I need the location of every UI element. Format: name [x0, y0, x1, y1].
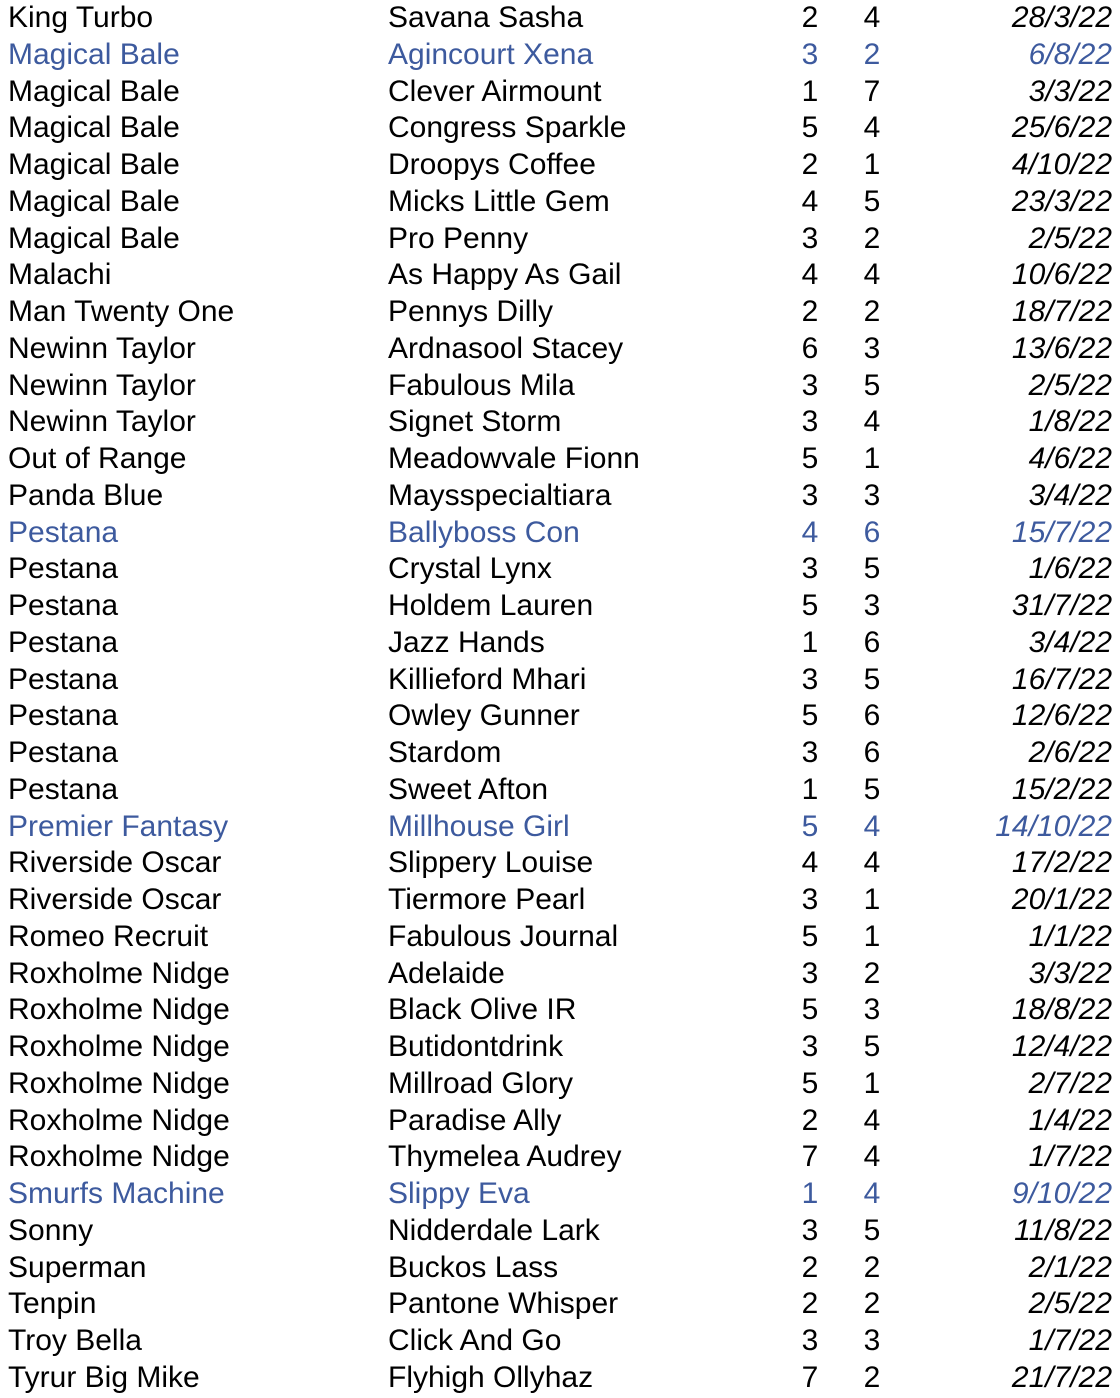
dam-name: Micks Little Gem [388, 184, 610, 218]
dam-name: Black Olive IR [388, 993, 577, 1027]
sire-name: Troy Bella [8, 1324, 142, 1357]
table-row [0, 1029, 1120, 1066]
date: 3/3/22 [1028, 74, 1112, 108]
date: 4/10/22 [1011, 148, 1112, 181]
count-a: 3 [801, 883, 819, 916]
table-row [0, 735, 1120, 772]
sire-name: Pestana [8, 772, 119, 806]
count-a: 1 [801, 625, 819, 659]
count-a: 2 [801, 1250, 819, 1284]
count-a: 3 [801, 956, 819, 990]
date: 3/4/22 [1028, 478, 1112, 512]
date: 2/7/22 [1028, 1066, 1112, 1100]
dam-name: Fabulous Journal [388, 919, 619, 953]
count-a: 3 [801, 368, 819, 402]
count-a: 1 [801, 772, 819, 806]
count-b: 4 [863, 111, 881, 145]
table-row [0, 1176, 1120, 1213]
table-row [0, 515, 1120, 552]
sire-name: Panda Blue [8, 478, 164, 512]
count-b: 5 [863, 772, 881, 806]
sire-name: Pestana [8, 552, 119, 586]
count-a: 4 [801, 184, 819, 218]
table-row [0, 331, 1120, 368]
dam-name: Savana Sasha [388, 1, 584, 34]
date: 10/6/22 [1011, 258, 1112, 292]
dam-name: Paradise Ally [388, 1103, 562, 1137]
count-a: 1 [801, 1177, 819, 1210]
count-b: 1 [863, 883, 881, 916]
count-b: 3 [863, 589, 881, 622]
dam-name: Meadowvale Fionn [388, 442, 640, 475]
count-a: 3 [801, 1324, 819, 1357]
dam-name: Jazz Hands [388, 625, 545, 659]
count-a: 3 [801, 37, 819, 71]
table-row [0, 588, 1120, 625]
count-b: 1 [863, 919, 881, 953]
count-b: 2 [863, 956, 881, 990]
date: 15/2/22 [1011, 772, 1112, 806]
date: 15/7/22 [1011, 515, 1112, 549]
count-b: 5 [863, 184, 881, 218]
dam-name: Millhouse Girl [388, 809, 570, 843]
table-row [0, 845, 1120, 882]
dam-name: Slippery Louise [388, 846, 594, 880]
date: 9/10/22 [1011, 1177, 1112, 1210]
count-b: 3 [863, 1324, 881, 1357]
count-b: 6 [863, 625, 881, 659]
count-a: 2 [801, 148, 819, 181]
sire-name: Magical Bale [8, 111, 180, 145]
dam-name: Tiermore Pearl [388, 883, 586, 916]
dam-name: Owley Gunner [388, 699, 580, 733]
count-a: 2 [801, 1103, 819, 1137]
count-a: 3 [801, 405, 819, 439]
table-row [0, 441, 1120, 478]
dam-name: As Happy As Gail [388, 258, 622, 292]
count-a: 5 [801, 919, 819, 953]
count-b: 5 [863, 1213, 881, 1247]
count-a: 5 [801, 111, 819, 145]
dam-name: Pantone Whisper [388, 1287, 619, 1321]
sire-name: Pestana [8, 662, 119, 696]
sire-name: Pestana [8, 699, 119, 733]
count-b: 2 [863, 37, 881, 71]
dam-name: Flyhigh Ollyhaz [388, 1360, 594, 1394]
count-b: 2 [863, 1287, 881, 1321]
date: 20/1/22 [1011, 883, 1112, 916]
date: 12/4/22 [1011, 1030, 1112, 1063]
dam-name: Ardnasool Stacey [388, 331, 624, 365]
table-row [0, 551, 1120, 588]
table-row [0, 1066, 1120, 1103]
count-a: 3 [801, 1030, 819, 1063]
sire-name: Pestana [8, 515, 119, 549]
sire-name: Roxholme Nidge [8, 1103, 230, 1137]
count-b: 4 [863, 1, 881, 34]
count-b: 5 [863, 1030, 881, 1063]
table-row [0, 110, 1120, 147]
dam-name: Thymelea Audrey [388, 1140, 622, 1174]
sire-name: Newinn Taylor [8, 368, 196, 402]
table-row [0, 698, 1120, 735]
table-row [0, 1286, 1120, 1323]
sire-name: Roxholme Nidge [8, 1140, 230, 1174]
table-row [0, 368, 1120, 405]
dam-name: Buckos Lass [388, 1250, 559, 1284]
sire-name: Magical Bale [8, 221, 180, 255]
date: 1/7/22 [1028, 1140, 1112, 1174]
sire-name: Riverside Oscar [8, 883, 222, 916]
dam-name: Agincourt Xena [388, 37, 594, 71]
date: 1/4/22 [1028, 1103, 1112, 1137]
count-a: 5 [801, 809, 819, 843]
dam-name: Butidontdrink [388, 1030, 564, 1063]
sire-name: Romeo Recruit [8, 919, 209, 953]
table-row [0, 956, 1120, 993]
count-a: 3 [801, 1213, 819, 1247]
sire-name: Out of Range [8, 442, 187, 475]
sire-name: Magical Bale [8, 74, 180, 108]
table-row [0, 478, 1120, 515]
dam-name: Nidderdale Lark [388, 1213, 600, 1247]
count-a: 3 [801, 662, 819, 696]
table-row [0, 809, 1120, 846]
sire-name: Riverside Oscar [8, 846, 222, 880]
sire-name: Pestana [8, 736, 119, 769]
count-a: 4 [801, 846, 819, 880]
count-a: 3 [801, 736, 819, 769]
table-row [0, 257, 1120, 294]
dam-name: Crystal Lynx [388, 552, 552, 586]
dam-name: Slippy Eva [388, 1177, 530, 1210]
table-row [0, 0, 1120, 37]
dam-name: Pro Penny [388, 221, 529, 255]
count-b: 4 [863, 846, 881, 880]
sire-name: Newinn Taylor [8, 331, 196, 365]
table-row [0, 74, 1120, 111]
dam-name: Fabulous Mila [388, 368, 575, 402]
count-a: 7 [801, 1360, 819, 1394]
count-a: 2 [801, 1287, 819, 1321]
date: 31/7/22 [1011, 589, 1112, 622]
date: 23/3/22 [1011, 184, 1112, 218]
sire-name: Tenpin [8, 1287, 97, 1321]
date: 21/7/22 [1011, 1360, 1112, 1394]
sire-name: Premier Fantasy [8, 809, 229, 843]
date: 6/8/22 [1028, 37, 1112, 71]
date: 1/1/22 [1028, 919, 1112, 953]
table-row [0, 1360, 1120, 1397]
count-a: 5 [801, 589, 819, 622]
date: 12/6/22 [1011, 699, 1112, 733]
table-row [0, 625, 1120, 662]
count-b: 4 [863, 809, 881, 843]
count-b: 4 [863, 405, 881, 439]
date: 2/5/22 [1028, 221, 1112, 255]
count-a: 4 [801, 258, 819, 292]
count-b: 3 [863, 331, 881, 365]
date: 18/8/22 [1011, 993, 1112, 1027]
date: 14/10/22 [995, 809, 1112, 843]
sire-name: Superman [8, 1250, 147, 1284]
table-row [0, 772, 1120, 809]
date: 1/7/22 [1028, 1324, 1112, 1357]
table-row [0, 882, 1120, 919]
sire-name: Magical Bale [8, 148, 180, 181]
sire-name: Smurfs Machine [8, 1177, 225, 1210]
dam-name: Congress Sparkle [388, 111, 627, 145]
sire-name: Magical Bale [8, 184, 180, 218]
dam-name: Clever Airmount [388, 74, 602, 108]
count-b: 4 [863, 258, 881, 292]
count-a: 5 [801, 1066, 819, 1100]
count-b: 1 [863, 148, 881, 181]
dam-name: Millroad Glory [388, 1066, 574, 1100]
sire-name: Roxholme Nidge [8, 1066, 230, 1100]
table-row [0, 1250, 1120, 1287]
dam-name: Ballyboss Con [388, 515, 580, 549]
sire-name: Roxholme Nidge [8, 1030, 230, 1063]
table-row [0, 221, 1120, 258]
dam-name: Sweet Afton [388, 772, 549, 806]
count-a: 6 [801, 331, 819, 365]
date: 1/6/22 [1028, 552, 1112, 586]
count-b: 6 [863, 736, 881, 769]
table-row [0, 184, 1120, 221]
date: 25/6/22 [1011, 111, 1112, 145]
table-row [0, 919, 1120, 956]
table-row [0, 1139, 1120, 1176]
sire-name: Malachi [8, 258, 112, 292]
date: 18/7/22 [1011, 295, 1112, 328]
count-b: 5 [863, 368, 881, 402]
count-b: 5 [863, 662, 881, 696]
count-a: 2 [801, 1, 819, 34]
dam-name: Holdem Lauren [388, 589, 594, 622]
count-b: 1 [863, 442, 881, 475]
count-a: 3 [801, 478, 819, 512]
sire-name: Sonny [8, 1213, 94, 1247]
date: 2/5/22 [1028, 368, 1112, 402]
count-a: 3 [801, 552, 819, 586]
count-a: 5 [801, 442, 819, 475]
date: 28/3/22 [1011, 1, 1112, 34]
table-row [0, 37, 1120, 74]
count-b: 3 [863, 478, 881, 512]
count-a: 3 [801, 221, 819, 255]
dam-name: Click And Go [388, 1324, 562, 1357]
sire-name: Tyrur Big Mike [8, 1360, 200, 1394]
dam-name: Pennys Dilly [388, 295, 554, 328]
dam-name: Droopys Coffee [388, 148, 596, 181]
count-a: 1 [801, 74, 819, 108]
date: 4/6/22 [1028, 442, 1112, 475]
table-row [0, 1213, 1120, 1250]
count-b: 2 [863, 1250, 881, 1284]
date: 11/8/22 [1014, 1213, 1112, 1247]
date: 16/7/22 [1011, 662, 1112, 696]
date: 2/1/22 [1028, 1250, 1112, 1284]
table-row [0, 404, 1120, 441]
table-row [0, 294, 1120, 331]
sire-name: Man Twenty One [8, 295, 235, 328]
table-row [0, 1323, 1120, 1360]
count-b: 2 [863, 1360, 881, 1394]
sire-name: Newinn Taylor [8, 405, 196, 439]
count-b: 3 [863, 993, 881, 1027]
sire-name: Roxholme Nidge [8, 956, 230, 990]
date: 2/6/22 [1028, 736, 1112, 769]
sire-name: King Turbo [8, 1, 154, 34]
table-row [0, 992, 1120, 1029]
sire-name: Pestana [8, 589, 119, 622]
count-b: 6 [863, 515, 881, 549]
dam-name: Signet Storm [388, 405, 562, 439]
table-row [0, 147, 1120, 184]
count-b: 1 [863, 1066, 881, 1100]
date: 3/3/22 [1028, 956, 1112, 990]
count-a: 2 [801, 295, 819, 328]
date: 17/2/22 [1011, 846, 1112, 880]
count-a: 5 [801, 699, 819, 733]
sire-name: Magical Bale [8, 37, 180, 71]
count-a: 4 [801, 515, 819, 549]
table-row [0, 1103, 1120, 1140]
sire-name: Pestana [8, 625, 119, 659]
dam-name: Maysspecialtiara [388, 478, 612, 512]
count-b: 4 [863, 1177, 881, 1210]
count-b: 4 [863, 1103, 881, 1137]
dam-name: Adelaide [388, 956, 505, 990]
count-b: 2 [863, 221, 881, 255]
count-a: 7 [801, 1140, 819, 1174]
date: 1/8/22 [1028, 405, 1112, 439]
dam-name: Stardom [388, 736, 502, 769]
date: 2/5/22 [1028, 1287, 1112, 1321]
table-row [0, 662, 1120, 699]
sire-name: Roxholme Nidge [8, 993, 230, 1027]
count-b: 4 [863, 1140, 881, 1174]
count-b: 2 [863, 295, 881, 328]
date: 3/4/22 [1028, 625, 1112, 659]
date: 13/6/22 [1011, 331, 1112, 365]
count-b: 5 [863, 552, 881, 586]
count-a: 5 [801, 993, 819, 1027]
dam-name: Killieford Mhari [388, 662, 587, 696]
count-b: 7 [863, 74, 881, 108]
count-b: 6 [863, 699, 881, 733]
